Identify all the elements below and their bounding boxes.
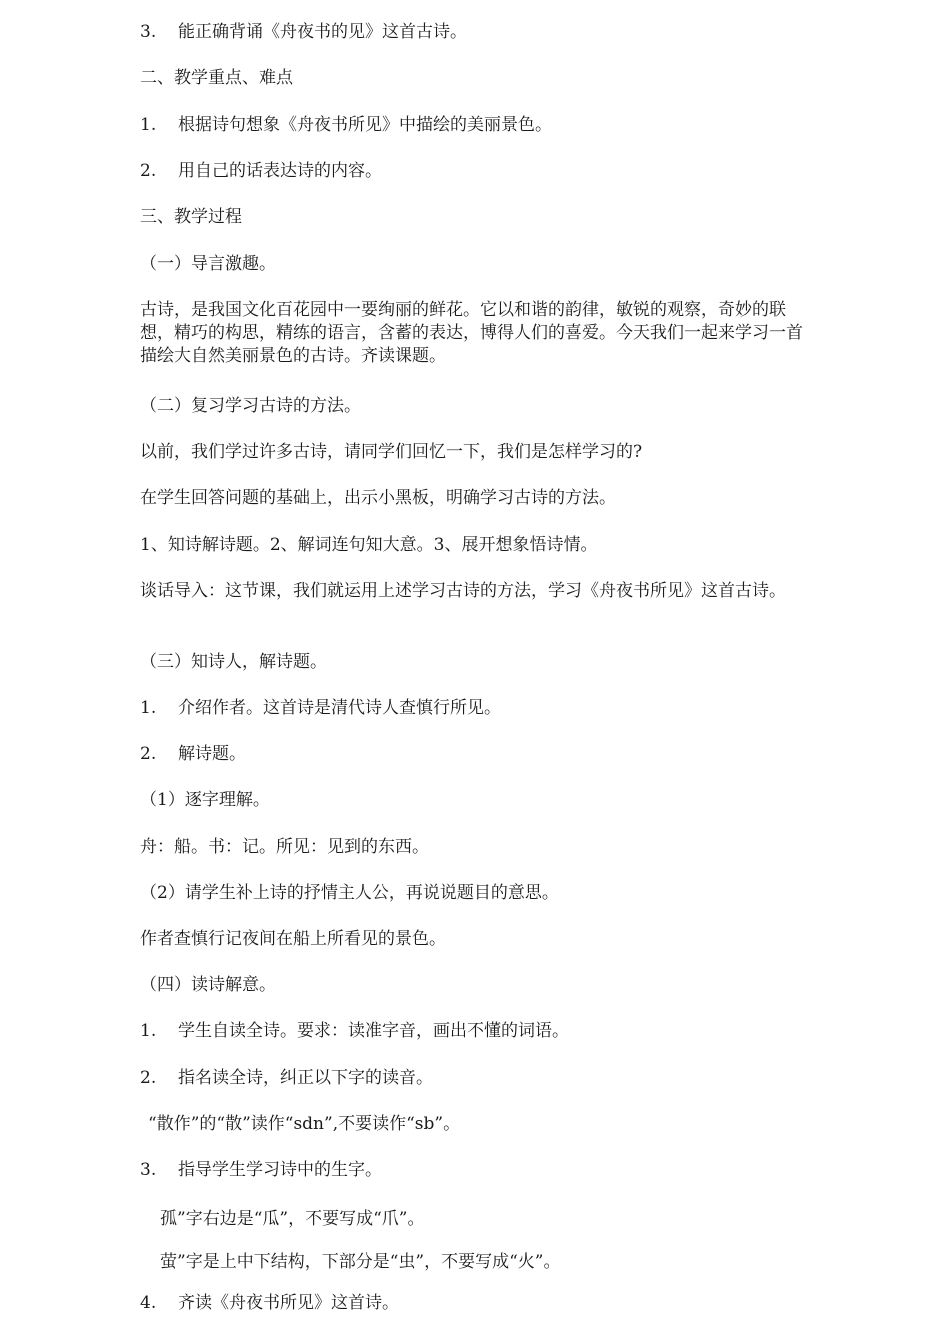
section-3-sub-2-text: 作者查慎行记夜间在船上所看见的景色。: [140, 929, 446, 949]
section-4-item-1: [140, 1020, 815, 1043]
item-number: 2.: [140, 161, 157, 181]
item-text: 齐读《舟夜书所见》这首诗。: [178, 1293, 399, 1313]
section-3-sub-2: （2）请学生补上诗的抒情主人公，再说说题目的意思。: [140, 883, 559, 903]
section-1-title: （一）导言激趣。: [140, 254, 276, 274]
section-3-item-1: [140, 697, 815, 720]
section-4-title: （四）读诗解意。: [140, 975, 276, 995]
key-point-1: [140, 114, 815, 137]
item-text: 学生自读全诗。要求：读准字音，画出不懂的词语。: [178, 1021, 569, 1041]
section-2-question: 以前，我们学过许多古诗，请同学们回忆一下，我们是怎样学习的?: [140, 442, 643, 462]
section-1-paragraph: 古诗，是我国文化百花园中一要绚丽的鲜花。它以和谐的韵律，敏锐的观察，奇妙的联想，精巧的构思，精练的语言，含蓄的表达，博得人们的喜爱。今天我们一起来学习一首描绘大自然美丽景色的古诗。齐读课题。: [140, 300, 803, 366]
key-point-2: [140, 160, 815, 183]
section-2-methods: 1、知诗解诗题。2、解词连句知大意。3、展开想象悟诗情。: [140, 535, 598, 555]
item-number: 3.: [140, 22, 157, 42]
item-text: 解诗题。: [178, 744, 246, 764]
section-3-sub-1-text: 舟：船。书：记。所见：见到的东西。: [140, 837, 429, 857]
item-number: 3.: [140, 1160, 157, 1180]
item-text: 介绍作者。这首诗是清代诗人查慎行所见。: [178, 698, 501, 718]
section-4-item-3-note-1: 孤”字右边是“瓜”，不要写成“爪”。: [160, 1209, 425, 1229]
section-4-item-2: [140, 1067, 815, 1090]
item-text: 根据诗句想象《舟夜书所见》中描绘的美丽景色。: [178, 115, 552, 135]
section-2-answer: 在学生回答问题的基础上，出示小黑板，明确学习古诗的方法。: [140, 488, 616, 508]
section-2-title: （二）复习学习古诗的方法。: [140, 396, 361, 416]
item-text: 能正确背诵《舟夜书的见》这首古诗。: [178, 22, 467, 42]
item-number: 4.: [140, 1293, 157, 1313]
item-text: 指名读全诗，纠正以下字的读音。: [178, 1068, 433, 1088]
section-2-intro: 谈话导入：这节课，我们就运用上述学习古诗的方法，学习《舟夜书所见》这首古诗。: [140, 581, 786, 601]
section-3-sub-1: （1）逐字理解。: [140, 790, 270, 810]
heading-key-points: 二、教学重点、难点: [140, 68, 293, 88]
section-4-item-3: [140, 1159, 815, 1182]
item-number: 1.: [140, 698, 157, 718]
item-number: 2.: [140, 744, 157, 764]
item-text: 指导学生学习诗中的生字。: [178, 1160, 382, 1180]
item-number: 2.: [140, 1068, 157, 1088]
section-3-title: （三）知诗人，解诗题。: [140, 652, 327, 672]
item-number: 1.: [140, 115, 157, 135]
heading-teaching-process: 三、教学过程: [140, 207, 242, 227]
item-number: 1.: [140, 1021, 157, 1041]
section-4-item-2-note: “散作”的“散”读作“sdn”,不要读作“sb”。: [148, 1114, 461, 1134]
item-text: 用自己的话表达诗的内容。: [178, 161, 382, 181]
section-3-item-2: [140, 743, 815, 766]
section-4-item-4: [140, 1292, 815, 1315]
goal-item-3: [140, 21, 815, 44]
section-4-item-3-note-2: 萤”字是上中下结构，下部分是“虫”，不要写成“火”。: [160, 1252, 561, 1272]
